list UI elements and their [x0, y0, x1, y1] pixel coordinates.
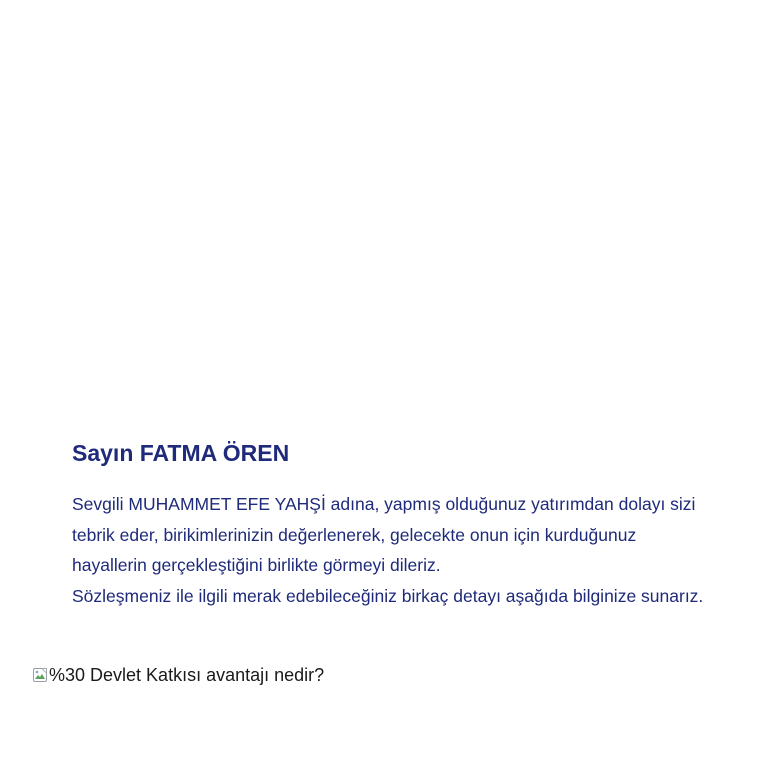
broken-image-icon	[32, 667, 48, 683]
greeting-heading: Sayın FATMA ÖREN	[72, 440, 290, 466]
state-contribution-image[interactable]	[32, 664, 324, 686]
message-body	[72, 489, 712, 611]
image-alt-text: %30 Devlet Katkısı avantajı nedir?	[49, 664, 325, 685]
message-paragraph-details: Sözleşmeniz ile ilgili merak edebileceğiniz birkaç detayı aşağıda bilginize sunarız.	[72, 585, 704, 606]
message-paragraph-congrats: Sevgili MUHAMMET EFE YAHŞİ adına, yapmış olduğunuz yatırımdan dolayı sizi tebrik eder, birikimlerinizin değerlenerek, gelecekte onun için kurduğunuz hayallerin gerçekleştiğini birlikte görmeyi dileriz.	[72, 494, 696, 575]
